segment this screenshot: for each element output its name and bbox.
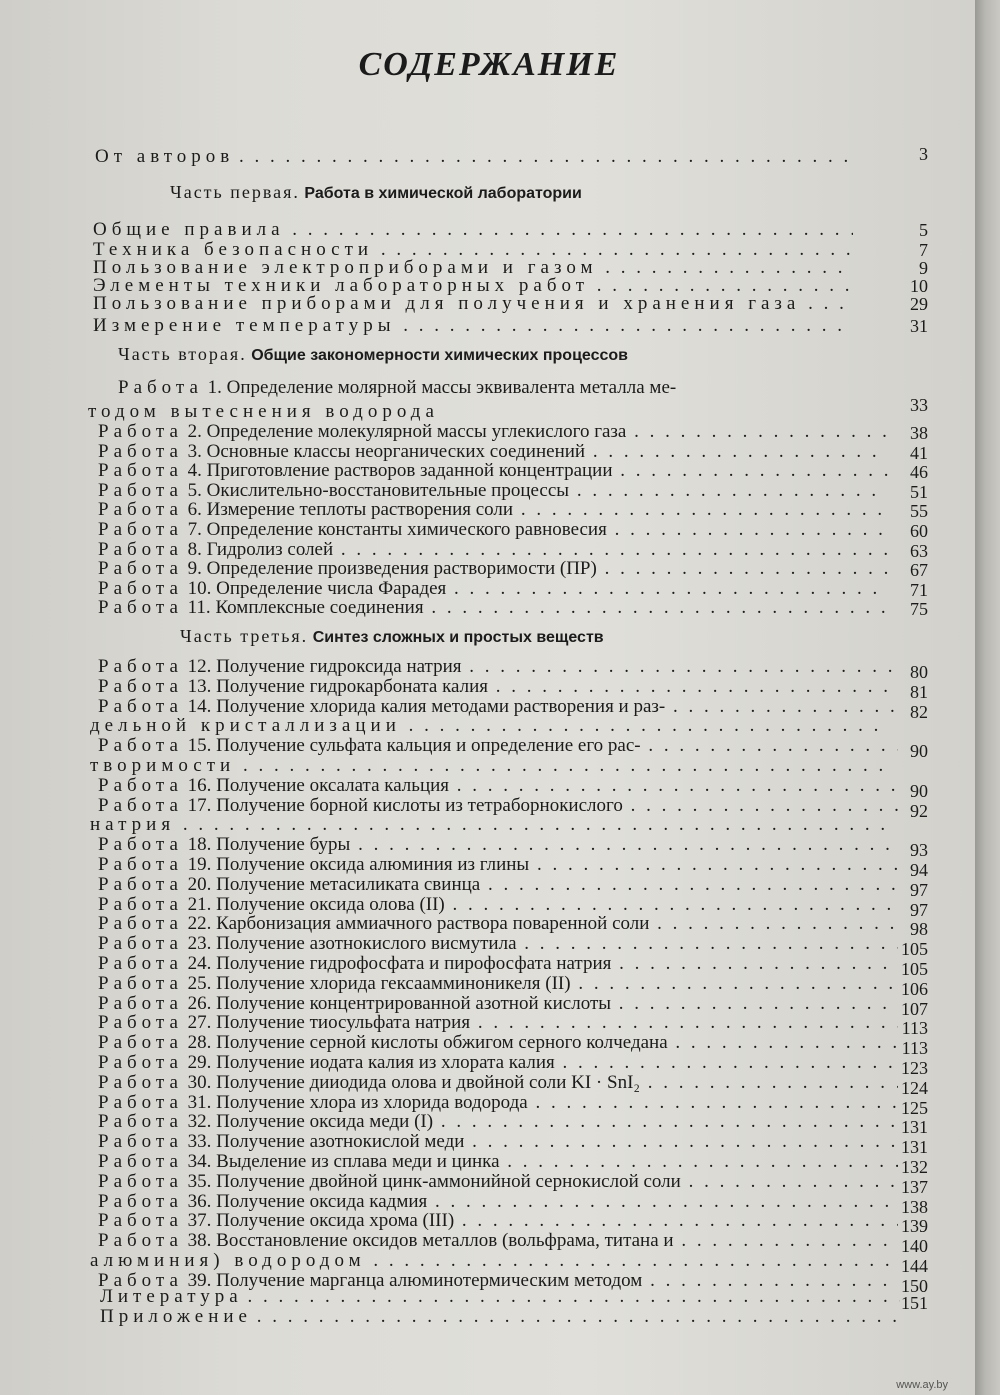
toc-entry-text: Литература — [100, 1286, 243, 1307]
work-number: 26. — [187, 993, 212, 1014]
toc-page-number: 92 — [910, 801, 928, 821]
toc-entry-text: Получение оксида олова (II) — [216, 894, 445, 915]
toc-entry-text: Получение гидрофосфата и пирофосфата натрия — [216, 953, 612, 974]
work-number: 11. — [187, 597, 211, 618]
toc-page-number: 106 — [901, 979, 928, 999]
work-number: 32. — [187, 1111, 212, 1132]
work-number: 33. — [187, 1131, 212, 1152]
work-word: Работа — [98, 460, 183, 481]
toc-entry-text: Получение буры — [216, 834, 351, 855]
toc-page-number: 98 — [910, 919, 928, 939]
work-word: Работа — [98, 1052, 183, 1073]
work-number: 6. — [187, 499, 202, 520]
work-word: Работа — [98, 1171, 183, 1192]
work-number: 19. — [187, 854, 212, 875]
work-number: 35. — [187, 1171, 212, 1192]
work-word: Работа — [98, 421, 183, 442]
toc-entry-text: Основные классы неорганических соединений — [206, 441, 586, 462]
toc-page-number: 113 — [901, 1038, 928, 1058]
work-word: Работа — [98, 973, 183, 994]
work-word: Работа — [98, 993, 183, 1014]
toc-entry-text: Выделение из сплава меди и цинка — [216, 1151, 500, 1172]
work-number: 22. — [187, 913, 212, 934]
work-word: Работа — [98, 795, 183, 816]
work-number: 36. — [187, 1191, 212, 1212]
toc-entry-text: тодом вытеснения водорода — [88, 401, 439, 422]
toc-entry-work-1-line1 — [118, 376, 676, 400]
work-number: 3. — [187, 441, 202, 462]
work-word: Работа — [98, 519, 183, 540]
work-word: Работа — [98, 1210, 183, 1231]
work-number: 8. — [187, 539, 202, 560]
work-word: Работа — [118, 377, 203, 398]
work-word: Работа — [98, 894, 183, 915]
toc-entry-text: Получение оксида меди (I) — [216, 1111, 434, 1132]
watermark: www.ay.by — [896, 1379, 948, 1391]
toc-page-number: 150 — [901, 1276, 928, 1296]
work-number: 30. — [187, 1072, 212, 1093]
work-number: 17. — [187, 795, 212, 816]
toc-page-number: 151 — [901, 1293, 928, 1313]
work-number: 38. — [187, 1230, 212, 1251]
work-word: Работа — [98, 735, 183, 756]
work-word: Работа — [98, 441, 183, 462]
toc-entry-text: Получение азотнокислого висмутила — [216, 933, 517, 954]
page-title: СОДЕРЖАНИЕ — [358, 46, 620, 83]
work-word: Работа — [98, 480, 183, 501]
work-word: Работа — [98, 1072, 183, 1093]
toc-entry-text: Приготовление растворов заданной концентрации — [206, 460, 613, 481]
work-word: Работа — [98, 1012, 183, 1033]
work-word: Работа — [98, 656, 183, 677]
toc-entry-text: алюминия) водородом — [90, 1250, 366, 1271]
toc-page-number: 138 — [901, 1197, 928, 1217]
toc-page-number: 132 — [901, 1157, 928, 1177]
work-word: Работа — [98, 953, 183, 974]
work-number: 16. — [187, 775, 212, 796]
work-word: Работа — [98, 933, 183, 954]
toc-entry-text: Карбонизация аммиачного раствора поваренной соли — [216, 913, 650, 934]
part-heading-1 — [170, 180, 582, 206]
work-word: Работа — [98, 1270, 183, 1291]
toc-entry-intro — [95, 145, 855, 169]
toc-page-number: 97 — [910, 900, 928, 920]
toc-entry-text: Элементы техники лабораторных работ — [93, 275, 590, 296]
toc-page-number: 124 — [901, 1078, 928, 1098]
work-word: Работа — [98, 1092, 183, 1113]
toc-entry-text: Получение двойной цинк-аммонийной сернокислой соли — [216, 1171, 681, 1192]
toc-page-number: 93 — [910, 840, 928, 860]
work-word: Работа — [98, 1230, 183, 1251]
toc-entry-text: Определение константы химического равновесия — [206, 519, 607, 540]
toc-page-number: 51 — [910, 482, 928, 502]
toc-entry-text: Получение гидроксида натрия — [216, 656, 462, 677]
toc-page-number: 139 — [901, 1216, 928, 1236]
toc-entry-text: Измерение температуры — [93, 315, 396, 336]
work-number: 12. — [187, 656, 212, 677]
toc-entry-text: творимости — [90, 755, 236, 776]
part-label: Часть третья. — [180, 626, 309, 646]
toc-entry-text: Измерение теплоты растворения соли — [206, 499, 514, 520]
toc-page-number: 46 — [910, 462, 928, 482]
work-word: Работа — [98, 1111, 183, 1132]
work-number: 13. — [187, 676, 212, 697]
work-word: Работа — [98, 874, 183, 895]
work-number: 24. — [187, 953, 212, 974]
part-title: Работа в химической лаборатории — [304, 185, 582, 202]
toc-page-number: 41 — [910, 443, 928, 463]
work-number: 2. — [187, 421, 202, 442]
toc-entry-text: Получение хлора из хлорида водорода — [216, 1092, 528, 1113]
part-label: Часть первая. — [170, 182, 300, 202]
work-word: Работа — [98, 834, 183, 855]
toc-page-number: 90 — [910, 741, 928, 761]
toc-page-number: 31 — [910, 316, 928, 336]
toc-entry-text: Определение молекулярной массы углекислого газа — [206, 421, 627, 442]
toc-page-number: 75 — [910, 599, 928, 619]
toc-entry-text: Комплексные соединения — [215, 597, 424, 618]
toc-entry-text: Приложение — [100, 1306, 252, 1327]
toc-entry-text: Получение марганца алюминотермическим методом — [216, 1270, 643, 1291]
toc-page-number: 131 — [901, 1117, 928, 1137]
toc-page-number: 94 — [910, 860, 928, 880]
work-word: Работа — [98, 696, 183, 717]
work-word: Работа — [98, 1131, 183, 1152]
toc-entry-text: Получение оксида алюминия из глины — [216, 854, 530, 875]
work-word: Работа — [98, 913, 183, 934]
work-number: 21. — [187, 894, 212, 915]
toc-entry-text: Получение сульфата кальция и определение его рас- — [216, 735, 641, 756]
toc-page-number: 105 — [901, 959, 928, 979]
toc-page-number: 90 — [910, 781, 928, 801]
toc-page-number: 71 — [910, 580, 928, 600]
work-word: Работа — [98, 1032, 183, 1053]
work-number: 27. — [187, 1012, 212, 1033]
work-word: Работа — [98, 676, 183, 697]
toc-entry-text: Техника безопасности — [93, 239, 374, 260]
toc-entry-text: Получение концентрированной азотной кислоты — [216, 993, 612, 1014]
toc-entry-text: Восстановление оксидов металлов (вольфрама, титана и — [216, 1230, 674, 1251]
toc-entry-text: Получение серной кислоты обжигом серного колчедана — [216, 1032, 668, 1053]
toc-page-number: 140 — [901, 1236, 928, 1256]
toc-entry-text: Пользование электроприборами и газом — [93, 257, 598, 278]
work-word: Работа — [98, 1151, 183, 1172]
toc-page-number: 67 — [910, 560, 928, 580]
toc-page-number: 123 — [901, 1058, 928, 1078]
toc-entry — [93, 292, 853, 316]
toc-page-number: 97 — [910, 880, 928, 900]
toc-page-number: 125 — [901, 1098, 928, 1118]
toc-page-number: 55 — [910, 501, 928, 521]
toc-page-number: 80 — [910, 662, 928, 682]
part-heading-2 — [118, 342, 628, 368]
work-number: 14. — [187, 696, 212, 717]
toc-page-number: 60 — [910, 521, 928, 541]
toc-entry-text: Получение иодата калия из хлората калия — [216, 1052, 555, 1073]
toc-entry-text: Получение оксида кадмия — [216, 1191, 428, 1212]
work-word: Работа — [98, 499, 183, 520]
toc-entry-text: натрия — [90, 814, 176, 835]
toc-page-number: 113 — [901, 1018, 928, 1038]
toc-entry-text: Получение азотнокислой меди — [216, 1131, 465, 1152]
toc-entry-text: Определение произведения растворимости (ПР) — [206, 558, 597, 579]
toc-page-number: 10 — [910, 276, 928, 296]
work-number: 1. — [207, 377, 222, 398]
toc-entry-text: Пользование приборами для получения и хранения газа — [93, 293, 801, 314]
toc-entry-text: Определение числа Фарадея — [216, 578, 447, 599]
toc-entry-text: дельной кристаллизации — [90, 715, 401, 736]
toc-page-number: 63 — [910, 541, 928, 561]
work-number: 31. — [187, 1092, 212, 1113]
work-number: 39. — [187, 1270, 212, 1291]
toc-entry-text: Получение хлорида калия методами растворения и раз- — [216, 696, 666, 717]
work-word: Работа — [98, 597, 183, 618]
toc-entry-text: Окислительно-восстановительные процессы — [206, 480, 570, 501]
part-heading-3 — [180, 624, 604, 650]
toc-entry-text: Получение хлорида гексаамминоникеля (II) — [216, 973, 571, 994]
work-number: 5. — [187, 480, 202, 501]
work-number: 29. — [187, 1052, 212, 1073]
toc-entry-text: Получение дииодида олова и двойной соли KI · SnI₂ — [216, 1072, 641, 1093]
work-number: 20. — [187, 874, 212, 895]
toc-page-number: 9 — [919, 258, 928, 278]
toc-entry-appendix — [100, 1305, 900, 1329]
toc-entry-text: Получение борной кислоты из тетраборнокислого — [216, 795, 623, 816]
toc-entry — [98, 596, 888, 620]
work-number: 9. — [187, 558, 202, 579]
toc-entry-text: Получение тиосульфата натрия — [216, 1012, 471, 1033]
work-number: 7. — [187, 519, 202, 540]
toc-entry-text: Получение метасиликата свинца — [216, 874, 481, 895]
work-number: 18. — [187, 834, 212, 855]
work-number: 37. — [187, 1210, 212, 1231]
work-number: 34. — [187, 1151, 212, 1172]
work-word: Работа — [98, 578, 183, 599]
toc-entry-text: Получение гидрокарбоната калия — [216, 676, 489, 697]
page-edge — [975, 0, 1000, 1395]
toc-entry — [93, 314, 853, 338]
work-number: 25. — [187, 973, 212, 994]
toc-page-number: 82 — [910, 702, 928, 722]
work-number: 4. — [187, 460, 202, 481]
work-word: Работа — [98, 854, 183, 875]
toc-page-number: 131 — [901, 1137, 928, 1157]
toc-entry-text: Получение оксалата кальция — [216, 775, 450, 796]
toc-page-number: 144 — [901, 1256, 928, 1276]
toc-page-number: 5 — [919, 220, 928, 240]
toc-page-number: 107 — [901, 999, 928, 1019]
part-label: Часть вторая. — [118, 344, 247, 364]
work-number: 23. — [187, 933, 212, 954]
toc-page-number: 33 — [910, 395, 928, 415]
work-word: Работа — [98, 1191, 183, 1212]
toc-entry-text: Гидролиз солей — [206, 539, 334, 560]
work-number: 15. — [187, 735, 212, 756]
work-number: 28. — [187, 1032, 212, 1053]
toc-page-number: 137 — [901, 1177, 928, 1197]
toc-page-number: 81 — [910, 682, 928, 702]
toc-page-number: 105 — [901, 939, 928, 959]
toc-entry-text: Общие правила — [93, 219, 285, 240]
toc-page-number: 3 — [919, 144, 928, 164]
toc-page-number: 7 — [919, 240, 928, 260]
part-title: Общие закономерности химических процессов — [251, 347, 629, 364]
work-word: Работа — [98, 558, 183, 579]
toc-page-number: 38 — [910, 423, 928, 443]
work-word: Работа — [98, 539, 183, 560]
toc-entry-text: Получение оксида хрома (III) — [216, 1210, 455, 1231]
work-word: Работа — [98, 775, 183, 796]
work-number: 10. — [187, 578, 212, 599]
toc-entry-text: Определение молярной массы эквивалента металла ме- — [226, 377, 677, 398]
part-title: Синтез сложных и простых веществ — [312, 629, 604, 646]
toc-entry-text: От авторов — [95, 146, 235, 167]
toc-page-number: 29 — [910, 294, 928, 314]
